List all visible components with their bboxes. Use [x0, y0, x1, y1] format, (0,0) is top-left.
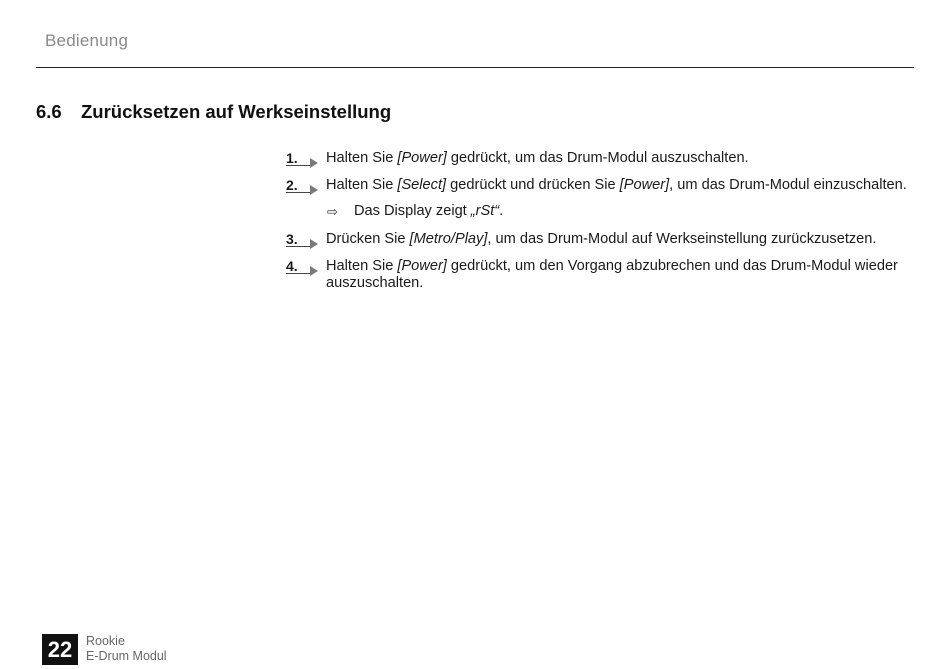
footer-line-1: Rookie — [86, 634, 125, 648]
result-arrow-icon: ⇨ — [327, 204, 338, 219]
section-number: 6.6 — [36, 101, 62, 122]
step-underline — [286, 165, 313, 166]
result-text — [354, 203, 503, 220]
step-marker — [286, 258, 326, 275]
step-result — [327, 203, 918, 220]
step-3 — [286, 231, 918, 248]
section-heading — [36, 101, 391, 123]
step-arrow-icon — [310, 185, 318, 195]
key-label: [Select] — [397, 177, 447, 193]
step-4 — [286, 258, 918, 292]
step-number: 3. — [286, 231, 298, 247]
key-label: [Power] — [397, 258, 447, 274]
step-marker — [286, 177, 326, 194]
step-text — [326, 177, 918, 194]
step-underline — [286, 246, 313, 247]
step-text — [326, 231, 918, 248]
step-underline — [286, 273, 313, 274]
step-marker — [286, 231, 326, 248]
text-run: , um das Drum-Modul einzuschalten. — [669, 177, 907, 193]
step-2 — [286, 177, 918, 194]
step-text — [326, 258, 918, 292]
step-marker — [286, 150, 326, 167]
step-number: 1. — [286, 150, 298, 166]
key-label: [Power] — [619, 177, 670, 193]
footer-product — [86, 634, 167, 664]
section-title: Zurücksetzen auf Werkseinstellung — [81, 101, 392, 122]
header-divider — [36, 67, 914, 68]
step-arrow-icon — [310, 158, 318, 168]
key-label: [Metro/Play] — [409, 231, 488, 247]
text-run: Halten Sie — [326, 150, 398, 166]
footer-line-2: E-Drum Modul — [86, 649, 167, 663]
text-run: Halten Sie — [326, 177, 398, 193]
step-underline — [286, 192, 313, 193]
text-run: , um das Drum-Modul auf Werkseinstellung zurückzusetzen. — [487, 231, 877, 247]
text-run: gedrückt, um das Drum-Modul auszuschalten. — [446, 150, 749, 166]
step-arrow-icon — [310, 266, 318, 276]
header-title: Bedienung — [45, 31, 129, 50]
text-run: Halten Sie — [326, 258, 398, 274]
step-1 — [286, 150, 918, 167]
key-label: [Power] — [397, 150, 447, 166]
page-number: 22 — [42, 634, 78, 665]
display-code: „rSt“ — [470, 203, 500, 219]
step-number: 4. — [286, 258, 298, 274]
text-run: gedrückt, um den Vorgang abzubrechen und das Drum-Modul wieder auszuschalten. — [326, 258, 898, 291]
step-number: 2. — [286, 177, 298, 193]
step-text — [326, 150, 918, 167]
text-run: gedrückt und drücken Sie — [446, 177, 620, 193]
instruction-list — [286, 150, 918, 302]
text-run: . — [499, 203, 504, 219]
text-run: Drücken Sie — [326, 231, 410, 247]
text-run: Das Display zeigt — [354, 203, 471, 219]
step-arrow-icon — [310, 239, 318, 249]
